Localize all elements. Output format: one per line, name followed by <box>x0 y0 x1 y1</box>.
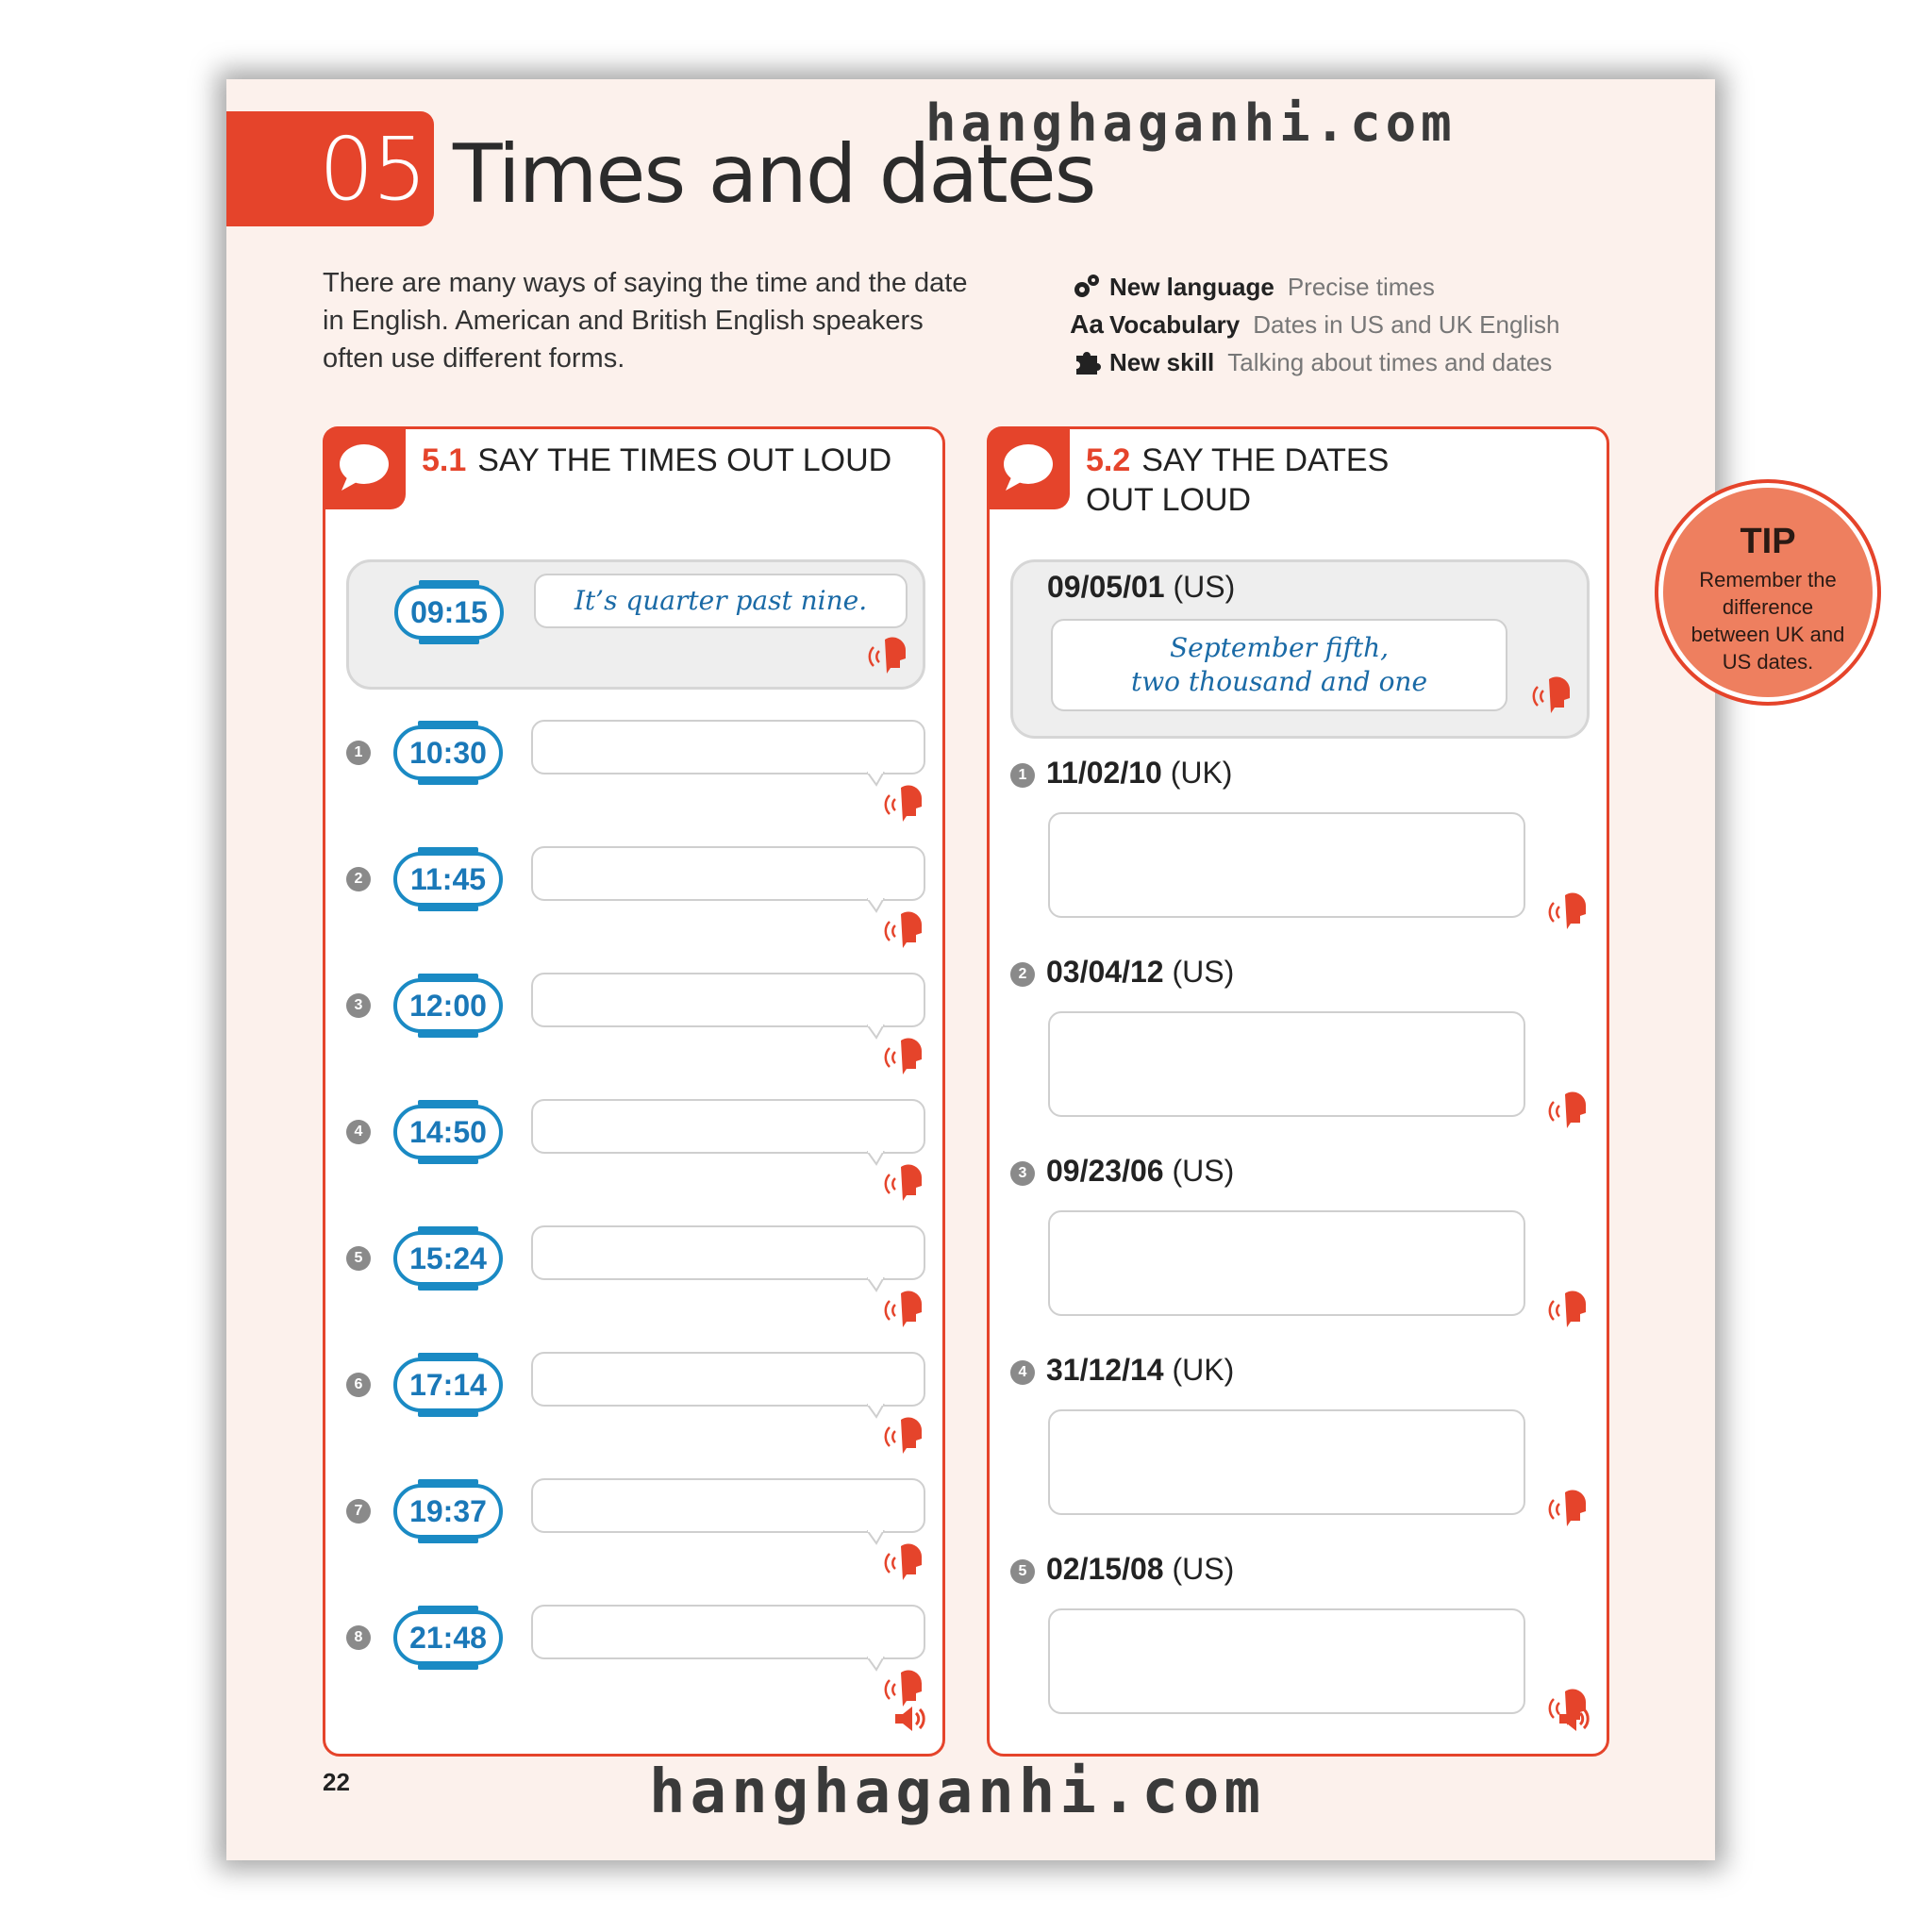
answer-input[interactable] <box>1048 1409 1525 1515</box>
time-item <box>325 1478 942 1591</box>
speaker-icon <box>882 784 925 824</box>
answer-input[interactable] <box>531 720 925 774</box>
answer-input[interactable] <box>531 846 925 901</box>
date-value: 09/05/01 <box>1047 570 1165 604</box>
exercise-title: SAY THE TIMES OUT LOUD <box>477 442 892 478</box>
clock: 17:14 <box>393 1357 503 1412</box>
meta-label: New language <box>1109 272 1274 301</box>
answer-input[interactable] <box>531 1225 925 1280</box>
clock-example: 09:15 <box>394 585 504 640</box>
date-item <box>990 1150 1607 1339</box>
chapter-number: 05 <box>319 119 426 220</box>
exercise-times-panel <box>323 426 945 1757</box>
date-region: (US) <box>1172 1154 1235 1188</box>
date-item <box>990 1548 1607 1737</box>
time-item <box>325 1352 942 1465</box>
exercise-title-line2: OUT LOUD <box>1086 482 1252 518</box>
answer-input[interactable] <box>531 1352 925 1407</box>
tip-title: TIP <box>1740 522 1796 561</box>
item-number: 4 <box>346 1120 371 1144</box>
example-answer-bubble <box>534 574 908 628</box>
speech-bubble-icon <box>323 426 406 509</box>
meta-value: Talking about times and dates <box>1227 347 1553 376</box>
date-item <box>990 752 1607 941</box>
example-answer-bubble <box>1051 619 1507 711</box>
tip-badge <box>1655 479 1881 706</box>
answer-input[interactable] <box>531 1099 925 1154</box>
exercise-number: 5.2 <box>1086 442 1131 478</box>
date-label <box>1046 955 1234 990</box>
answer-input[interactable] <box>1048 1011 1525 1117</box>
date-region: (UK) <box>1172 1353 1235 1387</box>
time-item <box>325 1225 942 1339</box>
meta-label: New skill <box>1109 347 1215 376</box>
date-label <box>1046 756 1232 791</box>
answer-input[interactable] <box>1048 812 1525 918</box>
answer-input[interactable] <box>531 973 925 1027</box>
answer-input[interactable] <box>531 1478 925 1533</box>
clock: 19:37 <box>393 1484 503 1539</box>
answer-input[interactable] <box>1048 1608 1525 1714</box>
answer-input[interactable] <box>1048 1210 1525 1316</box>
watermark-top: hanghaganhi.com <box>925 93 1457 153</box>
item-number: 2 <box>1010 962 1035 987</box>
item-number: 5 <box>346 1246 371 1271</box>
speaker-icon <box>866 636 909 675</box>
puzzle-icon <box>1066 348 1108 376</box>
date-label <box>1046 1154 1234 1189</box>
audio-icon[interactable] <box>891 1703 929 1735</box>
item-number: 8 <box>346 1625 371 1650</box>
item-number: 1 <box>346 741 371 765</box>
speaker-icon <box>1546 1091 1590 1130</box>
audio-icon[interactable] <box>1556 1703 1593 1735</box>
time-item <box>325 1099 942 1212</box>
example-answer: It’s quarter past nine. <box>574 585 868 616</box>
item-number: 5 <box>1010 1559 1035 1584</box>
meta-row-vocabulary <box>1066 306 1559 343</box>
gears-icon <box>1066 273 1108 301</box>
example-answer <box>1053 621 1506 709</box>
clock: 14:50 <box>393 1105 503 1159</box>
date-value: 31/12/14 <box>1046 1353 1164 1387</box>
page-number: 22 <box>323 1768 350 1796</box>
date-item <box>990 951 1607 1140</box>
aa-icon: Aa <box>1070 309 1104 339</box>
answer-input[interactable] <box>531 1605 925 1659</box>
date-value: 03/04/12 <box>1046 955 1164 989</box>
date-region: (US) <box>1172 1552 1235 1586</box>
tip-text: Remember the difference between UK and US dates. <box>1690 568 1845 674</box>
date-value: 11/02/10 <box>1046 756 1162 790</box>
speaker-icon <box>1546 891 1590 931</box>
speaker-icon <box>882 1037 925 1076</box>
clock: 12:00 <box>393 978 503 1033</box>
meta-value: Dates in US and UK English <box>1253 309 1560 339</box>
speech-bubble-icon <box>987 426 1070 509</box>
example-answer-line2: two thousand and one <box>1130 666 1428 697</box>
item-number: 3 <box>1010 1161 1035 1186</box>
speaker-icon <box>1546 1489 1590 1528</box>
date-label <box>1046 1552 1234 1587</box>
clock: 10:30 <box>393 725 503 780</box>
example-box <box>1010 559 1590 739</box>
time-item <box>325 973 942 1086</box>
date-region: (UK) <box>1170 756 1233 790</box>
item-number: 4 <box>1010 1360 1035 1385</box>
example-answer-line1: September fifth, <box>1169 632 1390 663</box>
speaker-icon <box>1530 675 1574 715</box>
speaker-icon <box>882 910 925 950</box>
watermark-bottom: hanghaganhi.com <box>649 1757 1265 1827</box>
item-number: 1 <box>1010 763 1035 788</box>
intro-text: There are many ways of saying the time and the date in English. American and British English speakers often use different forms. <box>323 268 968 374</box>
meta-row-language <box>1066 268 1559 306</box>
example-box <box>346 559 925 690</box>
clock: 11:45 <box>393 852 503 907</box>
item-number: 7 <box>346 1499 371 1524</box>
date-item <box>990 1349 1607 1538</box>
exercise-number: 5.1 <box>422 442 467 478</box>
date-region: (US) <box>1172 955 1235 989</box>
speaker-icon <box>882 1416 925 1456</box>
chapter-title: Times and dates <box>453 127 1095 222</box>
meta-row-skill <box>1066 343 1559 381</box>
exercise-dates-panel <box>987 426 1609 1757</box>
exercise-heading <box>1086 441 1389 520</box>
date-value: 02/15/08 <box>1046 1552 1164 1586</box>
date-value: 09/23/06 <box>1046 1154 1164 1188</box>
clock: 21:48 <box>393 1610 503 1665</box>
speaker-icon <box>882 1542 925 1582</box>
speaker-icon <box>882 1163 925 1203</box>
meta-value: Precise times <box>1287 272 1435 301</box>
time-item <box>325 846 942 959</box>
clock: 15:24 <box>393 1231 503 1286</box>
item-number: 2 <box>346 867 371 891</box>
time-item <box>325 720 942 833</box>
speaker-icon <box>882 1290 925 1329</box>
speaker-icon <box>1546 1290 1590 1329</box>
lesson-meta <box>1066 268 1559 381</box>
example-date <box>1047 570 1235 605</box>
time-item <box>325 1605 942 1718</box>
item-number: 3 <box>346 993 371 1018</box>
workbook-page <box>226 79 1845 1860</box>
exercise-heading <box>422 441 891 480</box>
exercise-title-line1: SAY THE DATES <box>1141 442 1390 478</box>
date-label <box>1046 1353 1234 1388</box>
item-number: 6 <box>346 1373 371 1397</box>
meta-label: Vocabulary <box>1109 309 1241 339</box>
date-region: (US) <box>1173 570 1236 604</box>
